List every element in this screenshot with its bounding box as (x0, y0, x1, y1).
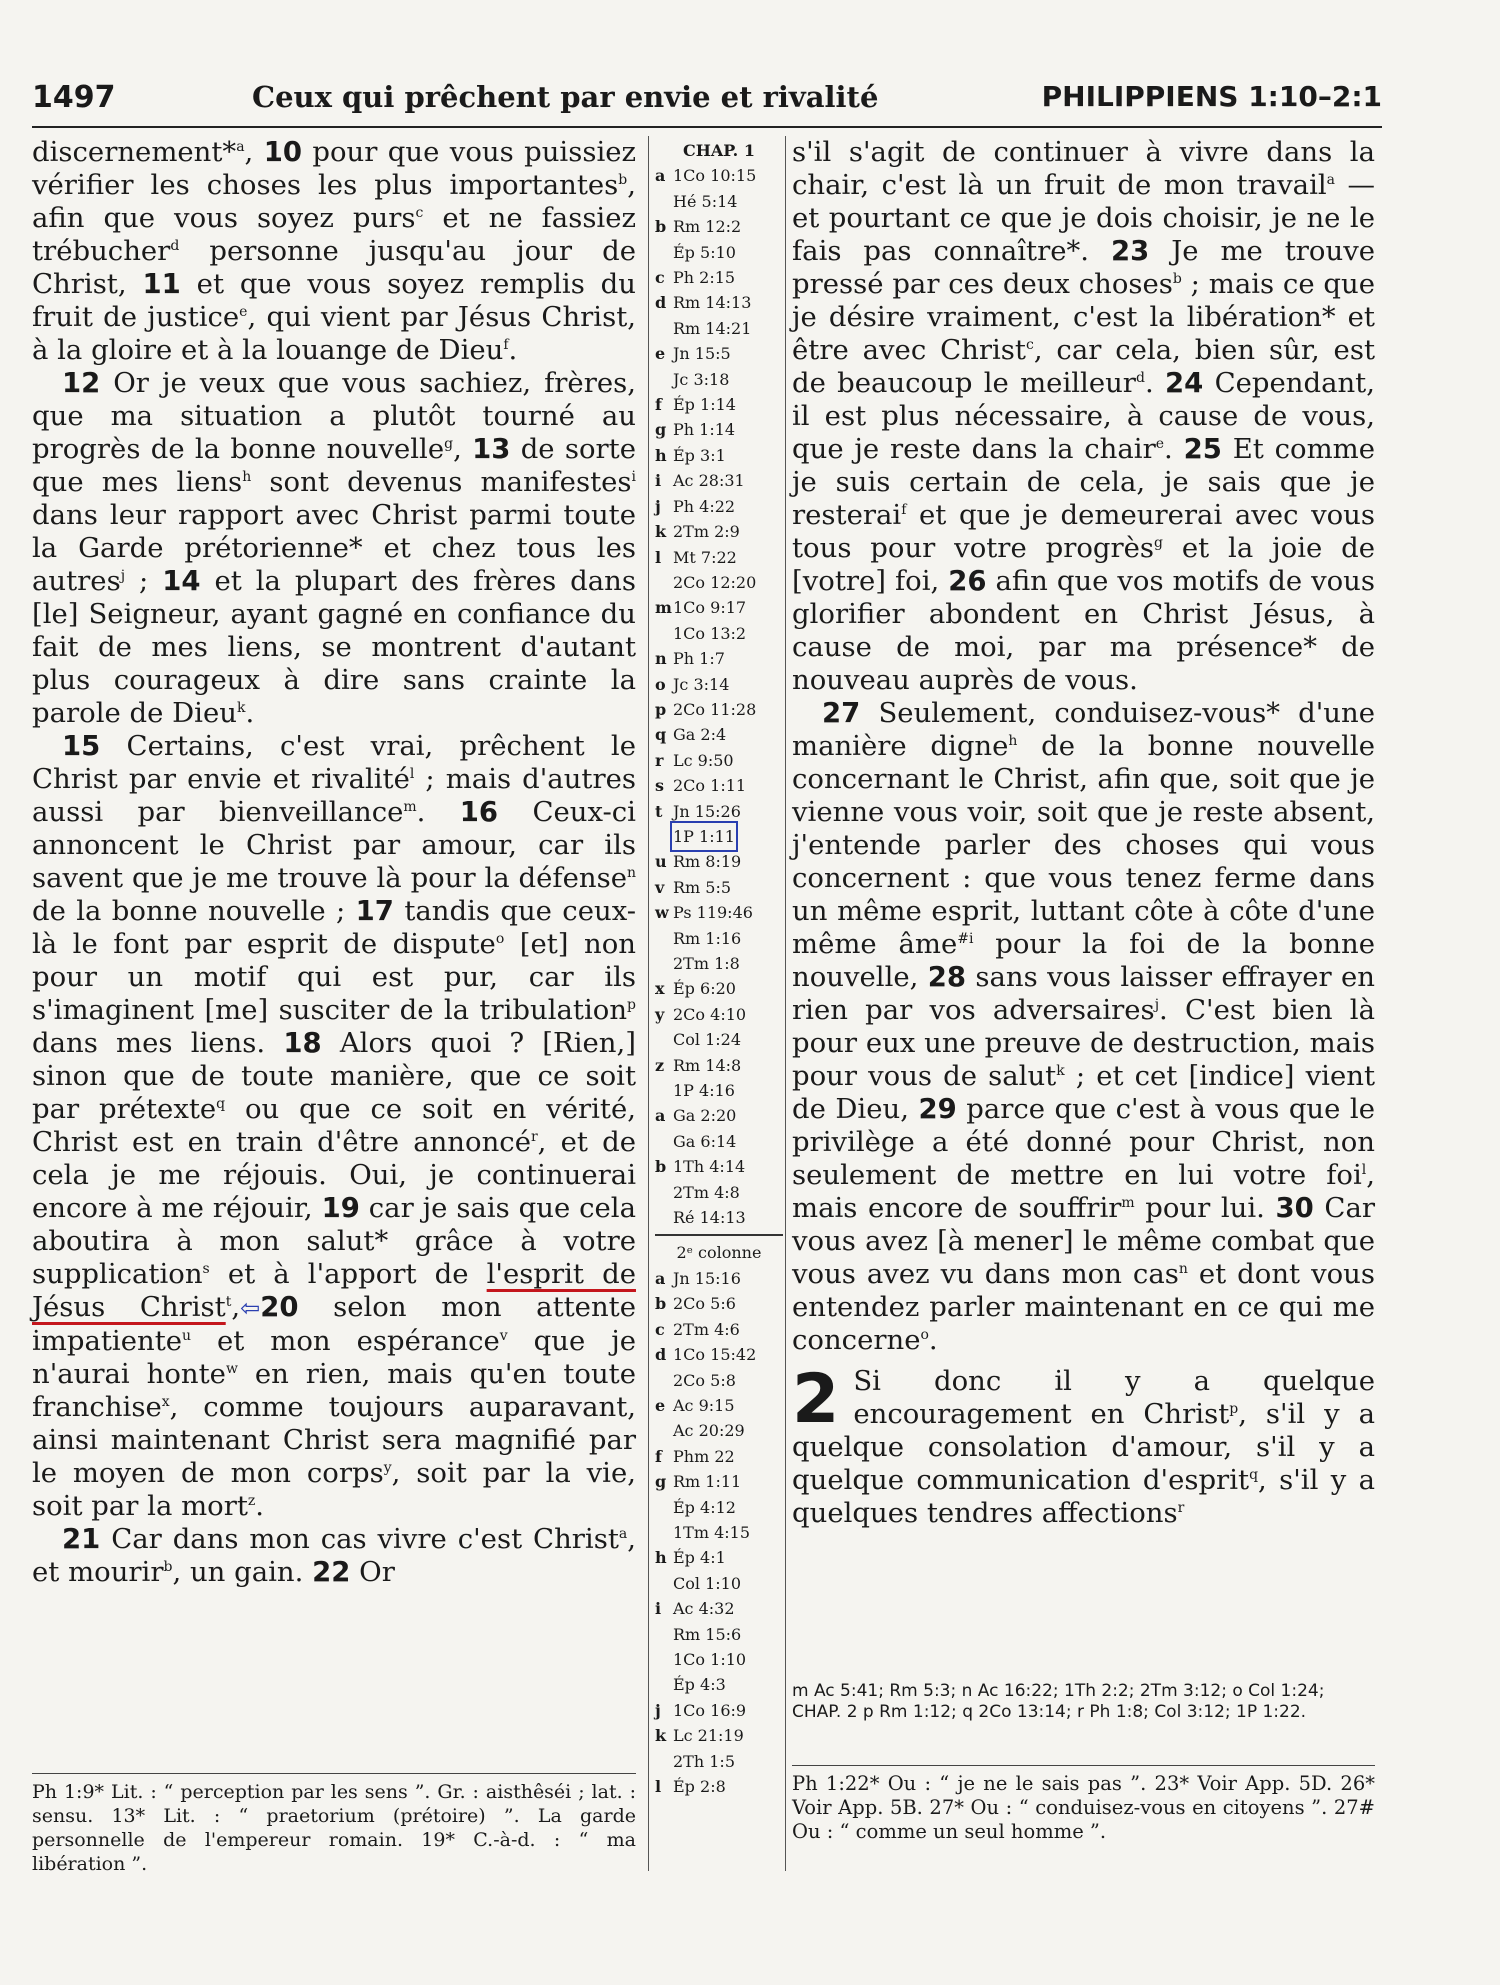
verse-number: 11 (142, 268, 181, 300)
reference-letter (655, 824, 673, 849)
reference-letter: x (655, 979, 665, 999)
paragraph: s'il s'agit de continuer à vivre dans la chair, c'est là un fruit de mon travail$^a$ — et pourtant ce que je dois choisir, je ne le fais pas connaître*. 23 Je me trouve pressé par ces deux choses$^b$ ; mais ce que je désire vraiment, c'est la libération* et être avec Christ$^c$, car cela, bien sûr, est de beaucoup le meilleur$^d$. 24 Cependant, il est plus nécessaire, à cause de vous, que je reste dans la chair$^e$. 25 Et comme je suis certain de cela, je sais que je resterai$^f$ et que je demeurerai avec vous tous pour votre progrès$^g$ et la joie de [votre] foi, 26 afin que vos motifs de vous glorifier abondent en Christ Jésus, à cause de moi, par ma présence* de nouveau auprès de vous. (792, 136, 1376, 696)
verse-number: 22 (312, 1556, 351, 1588)
reference-letter: u (655, 852, 667, 872)
reference-letter: c (655, 1319, 665, 1339)
verse-number: 26 (948, 565, 987, 597)
cross-reference-item (655, 1622, 783, 1647)
reference-letter (655, 189, 673, 214)
reference-letter: f (655, 1446, 662, 1466)
reference-text: Rm 5:5 (673, 877, 732, 897)
cross-reference-item (655, 697, 783, 722)
verse-number: 27 (822, 697, 861, 729)
reference-letter: w (655, 903, 669, 923)
reference-letter (655, 1749, 673, 1774)
cross-reference-item (655, 367, 783, 392)
reference-text: 1Co 13:2 (673, 623, 747, 643)
cross-reference-item (655, 799, 783, 824)
cross-reference-item (655, 1723, 783, 1748)
cross-reference-item (655, 1129, 783, 1154)
verse-number: 15 (62, 730, 101, 762)
reference-text: Rm 14:13 (673, 293, 752, 313)
reference-letter: l (655, 547, 662, 567)
verse-number: 24 (1164, 367, 1204, 399)
reference-letter: o (655, 674, 666, 694)
verse-number: 14 (162, 565, 201, 597)
reference-text: 2Co 1:11 (673, 776, 747, 796)
verse-number: 18 (283, 1027, 322, 1059)
footnote-right: Ph 1:22* Ou : “ je ne le sais pas ”. 23* Voir App. 5D. 26* Voir App. 5B. 27* Ou : “ conduisez-vous en citoyens ”. 27# Ou : “ comme un seul homme ”. (792, 1765, 1375, 1844)
cross-reference-item (655, 163, 783, 188)
reference-letter (655, 951, 673, 976)
reference-text: Ph 1:14 (673, 420, 736, 440)
reference-letter: g (655, 1472, 667, 1492)
reference-letter (655, 1520, 673, 1545)
reference-letter: h (655, 445, 667, 465)
cross-reference-item (655, 1647, 783, 1672)
cross-reference-note: m Ac 5:41; Rm 5:3; n Ac 16:22; 1Th 2:2; 2Tm 3:12; o Col 1:24; CHAP. 2 p Rm 1:12; q 2Co 13:14; r Ph 1:8; Col 3:12; 1P 1:22. (792, 1681, 1325, 1722)
reference-text: 1Co 10:15 (673, 166, 757, 186)
reference-text: 1Co 1:10 (673, 1649, 747, 1669)
cross-reference-item (655, 1154, 783, 1179)
right-text-column (792, 136, 1375, 1530)
reference-text: Ac 20:29 (673, 1421, 745, 1441)
reference-letter: s (655, 776, 665, 796)
cross-reference-item (655, 926, 783, 951)
cross-reference-item (655, 443, 783, 468)
cross-reference-item (655, 570, 783, 595)
reference-letter (655, 316, 673, 341)
reference-letter: v (655, 877, 665, 897)
reference-text: 2Th 1:5 (673, 1751, 735, 1771)
verse-number: 19 (321, 1192, 360, 1224)
reference-text: Ps 119:46 (673, 903, 753, 923)
reference-text: Rm 1:11 (673, 1472, 742, 1492)
reference-letter: z (655, 1055, 665, 1075)
reference-letter (655, 1622, 673, 1647)
page-title: Ceux qui prêchent par envie et rivalité (252, 80, 879, 114)
cross-reference-column (655, 138, 783, 1799)
reference-text: Ép 5:10 (673, 242, 736, 262)
cross-reference-item (655, 341, 783, 366)
cross-reference-item (655, 265, 783, 290)
reference-text: 1Co 15:42 (673, 1345, 757, 1365)
reference-letter: a (655, 1268, 666, 1288)
cross-reference-item (655, 1368, 783, 1393)
reference-text: Ga 2:4 (673, 725, 727, 745)
reference-text: 2Tm 2:9 (673, 522, 740, 542)
reference-letter (655, 1418, 673, 1443)
reference-letter: p (655, 699, 667, 719)
reference-letter: e (655, 1395, 666, 1415)
verse-number: 12 (62, 367, 101, 399)
cross-reference-item (655, 1266, 783, 1291)
reference-text: Mt 7:22 (673, 547, 737, 567)
reference-letter: m (655, 598, 672, 618)
reference-letter: t (655, 801, 663, 821)
reference-letter: l (655, 1777, 662, 1796)
cross-reference-item (655, 976, 783, 1001)
arrow-left-icon: ⇦ (240, 1294, 261, 1322)
book-reference: PHILIPPIENS 1:10–2:1 (1041, 80, 1382, 113)
paragraph: 12 Or je veux que vous sachiez, frères, que ma situation a plutôt tourné au progrès de la bonne nouvelle$^g$, 13 de sorte que mes liens$^h$ sont devenus manifestes$^i$ dans leur rapport avec Christ parmi toute la Garde prétorienne* et chez tous les autres$^j$ ; 14 et la plupart des frères dans [le] Seigneur, ayant gagné en confiance du fait de mes liens, se montrent d'autant plus courageux à dire sans crainte la parole de Dieu$^k$. (32, 367, 636, 729)
cross-reference-item (655, 595, 783, 620)
verse-number: 28 (927, 961, 967, 993)
cross-reference-item (655, 417, 783, 442)
cross-reference-item (655, 1342, 783, 1367)
cross-reference-item (655, 1596, 783, 1621)
cross-reference-item (655, 545, 783, 570)
reference-text: Phm 22 (673, 1446, 735, 1466)
reference-text: Col 1:24 (673, 1030, 742, 1050)
reference-letter: d (655, 1345, 667, 1365)
cross-reference-item (655, 1774, 783, 1799)
reference-text: 1Tm 4:15 (673, 1522, 751, 1542)
reference-text: Ép 4:3 (673, 1675, 726, 1695)
reference-letter: a (655, 1106, 666, 1126)
cross-reference-item (655, 240, 783, 265)
reference-text: 1P 1:11 (673, 824, 735, 849)
cross-reference-item (655, 1698, 783, 1723)
reference-text: Ph 2:15 (673, 268, 736, 288)
reference-text: Ép 2:8 (673, 1777, 726, 1796)
reference-letter (655, 367, 673, 392)
reference-text: Jn 15:16 (673, 1268, 741, 1288)
cross-reference-item (655, 1103, 783, 1128)
reference-letter (655, 570, 673, 595)
cross-reference-item (655, 875, 783, 900)
reference-letter: i (655, 471, 662, 491)
left-text-column (32, 136, 636, 1589)
reference-letter: j (655, 496, 661, 516)
reference-letter: i (655, 1599, 662, 1619)
verse-number: 30 (1275, 1192, 1314, 1224)
cross-reference-item (655, 1053, 783, 1078)
reference-letter (655, 1180, 673, 1205)
verse-number: 17 (355, 895, 394, 927)
reference-text: 2Co 5:6 (673, 1294, 736, 1314)
cross-reference-item (655, 189, 783, 214)
reference-letter (655, 1368, 673, 1393)
reference-letter: g (655, 420, 667, 440)
cross-reference-item (655, 1180, 783, 1205)
reference-text: 2Co 11:28 (673, 699, 757, 719)
reference-letter: n (655, 649, 667, 669)
chapter-number: 2 (792, 1360, 840, 1439)
cross-reference-item (655, 951, 783, 976)
cross-reference-item (655, 672, 783, 697)
cross-reference-item (655, 1418, 783, 1443)
reference-text: 2Tm 4:6 (673, 1319, 740, 1339)
reference-text: Lc 9:50 (673, 750, 734, 770)
reference-letter: y (655, 1004, 665, 1024)
cross-reference-item (655, 900, 783, 925)
reference-text: 1Co 16:9 (673, 1700, 747, 1720)
reference-text: Ac 4:32 (673, 1599, 735, 1619)
cross-reference-item (655, 722, 783, 747)
cross-reference-item (655, 1672, 783, 1697)
reference-letter (655, 240, 673, 265)
cross-reference-item (655, 824, 783, 849)
reference-text: Ph 4:22 (673, 496, 736, 516)
reference-letter (655, 1205, 673, 1230)
reference-letter (655, 1495, 673, 1520)
reference-text: Ép 3:1 (673, 445, 726, 465)
verse-number: 23 (1110, 235, 1150, 267)
chapter-heading: CHAP. 1 (683, 141, 755, 160)
reference-letter: d (655, 293, 667, 313)
reference-letter: a (655, 166, 666, 186)
cross-reference-item (655, 494, 783, 519)
paragraph: discernement*$^a$, 10 pour que vous puissiez vérifier les choses les plus importantes$^b$, afin que vous soyez purs$^c$ et ne fassiez trébucher$^d$ personne jusqu'au jour de Christ, 11 et que vous soyez remplis du fruit de justice$^e$, qui vient par Jésus Christ, à la gloire et à la louange de Dieu$^f$. (32, 136, 637, 366)
highlighted-phrase: l'esprit de Jésus Christ (32, 1258, 636, 1323)
reference-letter (655, 1129, 673, 1154)
cross-reference-item (655, 1495, 783, 1520)
reference-letter (655, 926, 673, 951)
reference-text: Hé 5:14 (673, 191, 738, 211)
cross-reference-item (655, 1545, 783, 1570)
reference-text: Ac 9:15 (673, 1395, 735, 1415)
reference-text: 2Co 4:10 (673, 1004, 747, 1024)
cross-reference-item (655, 748, 783, 773)
cross-reference-item (655, 316, 783, 341)
cross-reference-item (655, 621, 783, 646)
cross-reference-item (655, 1027, 783, 1052)
cross-reference-item (655, 1444, 783, 1469)
verse-number: 29 (918, 1093, 957, 1125)
cross-reference-item (655, 849, 783, 874)
reference-letter (655, 1647, 673, 1672)
verse-number: 10 (263, 136, 302, 168)
divider (655, 1234, 783, 1236)
cross-reference-item (655, 646, 783, 671)
reference-letter: j (655, 1700, 661, 1720)
reference-letter (655, 1571, 673, 1596)
reference-text: Jc 3:18 (673, 369, 730, 389)
cross-reference-item (655, 519, 783, 544)
reference-text: Rm 14:8 (673, 1055, 742, 1075)
reference-text: Rm 1:16 (673, 928, 742, 948)
column-divider-left (648, 136, 649, 1871)
cross-reference-item (655, 773, 783, 798)
cross-reference-item (655, 214, 783, 239)
paragraph: 27 Seulement, conduisez-vous* d'une manière digne$^h$ de la bonne nouvelle concernant le Christ, afin que, soit que je vienne vous voir, soit que je reste absent, j'entende parler des choses qui vous concernent : que vous tenez ferme dans un même esprit, luttant côte à côte d'une même âme$^{\#i}$ pour la foi de la bonne nouvelle, 28 sans vous laisser effrayer en rien par vos adversaires$^j$. C'est bien là pour eux une preuve de destruction, mais pour vous de salut$^k$ ; et cet [indice] vient de Dieu, 29 parce que c'est à vous que le privilège a été donné pour Christ, non seulement de mettre en lui votre foi$^l$, mais encore de souffrir$^m$ pour lui. 30 Car vous avez [à mener] le même combat que vous avez vu dans mon cas$^n$ et dont vous entendez parler maintenant en ce qui me concerne$^o$. (792, 697, 1375, 1356)
reference-text: Ac 28:31 (673, 471, 745, 491)
reference-text: Ph 1:7 (673, 649, 725, 669)
reference-text: Jc 3:14 (673, 674, 730, 694)
reference-text: Ré 14:13 (673, 1208, 746, 1228)
second-column-heading: 2ᵉ colonne (676, 1243, 762, 1263)
reference-text: Ép 1:14 (673, 395, 736, 415)
reference-text: Lc 21:19 (673, 1726, 744, 1746)
reference-text: Ga 6:14 (673, 1131, 737, 1151)
reference-letter: e (655, 344, 666, 364)
reference-text: 1P 4:16 (673, 1081, 735, 1101)
cross-reference-item (655, 1078, 783, 1103)
reference-letter: q (655, 725, 667, 745)
footnote-left: Ph 1:9* Lit. : “ perception par les sens ”. Gr. : aisthêséi ; lat. : sensu. 13* Lit. : “ praetorium (prétoire) ”. La garde personnelle de l'empereur romain. 19* C.-à-d. : “ ma libération ”. (32, 1773, 636, 1876)
cross-reference-item (655, 392, 783, 417)
reference-text: Jn 15:26 (673, 801, 741, 821)
reference-letter: b (655, 1157, 667, 1177)
reference-text: Jn 15:5 (673, 344, 731, 364)
verse-number: 20 (260, 1291, 299, 1323)
reference-letter (655, 1078, 673, 1103)
cross-reference-item (655, 1393, 783, 1418)
verse-number: 21 (62, 1523, 101, 1555)
cross-reference-item (655, 1205, 783, 1230)
reference-letter: k (655, 522, 667, 542)
reference-text: Col 1:10 (673, 1573, 742, 1593)
cross-reference-item (655, 290, 783, 315)
verse-number: 25 (1183, 433, 1222, 465)
reference-letter: r (655, 750, 664, 770)
reference-letter (655, 1672, 673, 1697)
verse-number: 16 (459, 796, 499, 828)
reference-letter: k (655, 1726, 667, 1746)
reference-letter: f (655, 395, 662, 415)
cross-reference-item (655, 1291, 783, 1316)
reference-text: Ép 6:20 (673, 979, 736, 999)
reference-letter: h (655, 1548, 667, 1568)
reference-letter: b (655, 217, 667, 237)
reference-letter (655, 1027, 673, 1052)
cross-reference-item (655, 468, 783, 493)
reference-text: Ép 4:1 (673, 1548, 726, 1568)
cross-reference-item (655, 1571, 783, 1596)
cross-reference-item (655, 1469, 783, 1494)
page-header (32, 80, 1382, 128)
reference-letter (655, 621, 673, 646)
page-number: 1497 (32, 80, 116, 115)
reference-letter: c (655, 268, 665, 288)
cross-reference-item (655, 1002, 783, 1027)
reference-text: Rm 8:19 (673, 852, 742, 872)
cross-reference-item (655, 1520, 783, 1545)
reference-text: 1Co 9:17 (673, 598, 747, 618)
paragraph: 15 Certains, c'est vrai, prêchent le Christ par envie et rivalité$^l$ ; mais d'autres aussi par bienveillance$^m$. 16 Ceux-ci annoncent le Christ par amour, car ils savent que je me trouve là pour la défense$^n$ de la bonne nouvelle ; 17 tandis que ceux-là le font par esprit de dispute$^o$ [et] non pour un motif qui est pur, car ils s'imaginent [me] susciter de la tribulation$^p$ dans mes liens. 18 Alors quoi ? [Rien,] sinon que de toute manière, que ce soit par prétexte$^q$ ou que ce soit en vérité, Christ est en train d'être annoncé$^r$, et de cela je me réjouis. Oui, je continuerai encore à me réjouir, 19 car je sais que cela aboutira à mon salut* grâce à votre supplication$^s$ et à l'apport de l'esprit de Jésus Christ$^t$,⇦20 selon mon attente impatiente$^u$ et mon espérance$^v$ que je n'aurai honte$^w$ en rien, mais qu'en toute franchise$^x$, comme toujours auparavant, ainsi maintenant Christ sera magnifié par le moyen de mon corps$^y$, soit par la vie, soit par la mort$^z$. (32, 730, 637, 1522)
reference-text: 1Th 4:14 (673, 1157, 746, 1177)
reference-text: Rm 15:6 (673, 1624, 742, 1644)
column-divider-right (785, 136, 786, 1871)
cross-reference-item (655, 1317, 783, 1342)
reference-text: 2Co 12:20 (673, 572, 757, 592)
paragraph: 21 Car dans mon cas vivre c'est Christ$^a$, et mourir$^b$, un gain. 22 Or (32, 1523, 636, 1588)
paragraph: 2 Si donc il y a quelque encouragement en Christ$^p$, s'il y a quelque consolation d'amour, s'il y a quelque communication d'esprit$^q$, s'il y a quelques tendres affections$^r$ (792, 1360, 1376, 1529)
reference-text: 2Co 5:8 (673, 1370, 736, 1390)
reference-text: Rm 14:21 (673, 318, 752, 338)
reference-text: Ga 2:20 (673, 1106, 737, 1126)
reference-text: Rm 12:2 (673, 217, 742, 237)
cross-reference-item (655, 1749, 783, 1774)
reference-text: 2Tm 4:8 (673, 1182, 740, 1202)
reference-text: 2Tm 1:8 (673, 954, 740, 973)
reference-text: Ép 4:12 (673, 1497, 736, 1517)
verse-number: 13 (472, 433, 511, 465)
reference-letter: b (655, 1294, 667, 1314)
